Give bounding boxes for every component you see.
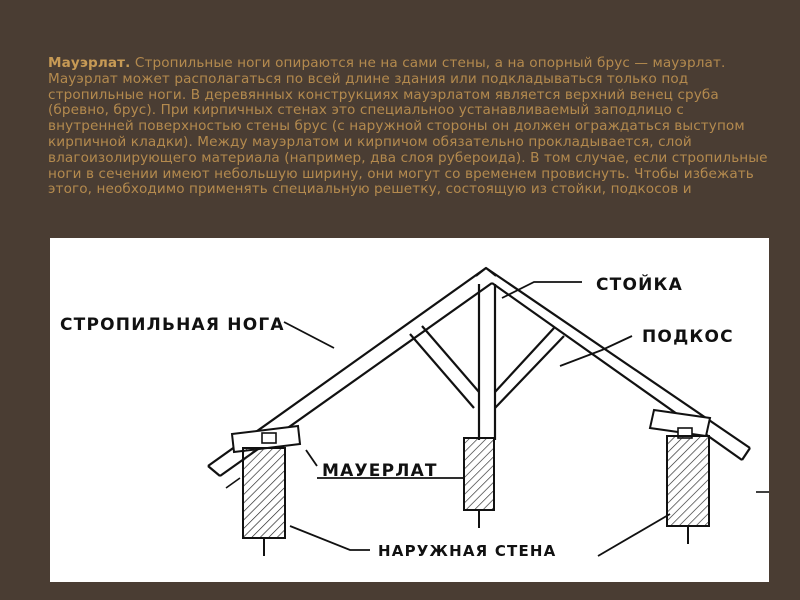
label-post: СТОЙКА <box>596 275 684 295</box>
label-rafter-leg: СТРОПИЛЬНАЯ НОГА <box>60 315 285 335</box>
left-brace <box>410 326 479 408</box>
label-outer-wall: НАРУЖНАЯ СТЕНА <box>378 542 557 560</box>
center-post <box>479 284 495 440</box>
leader-lines <box>284 282 670 556</box>
term-heading: Мауэрлат. <box>48 55 131 71</box>
right-brace <box>495 328 564 408</box>
roof-truss-diagram <box>50 238 769 582</box>
ground-line-left <box>226 478 240 488</box>
left-wall <box>243 448 285 556</box>
label-brace: ПОДКОС <box>642 327 734 347</box>
term-description: Стропильные ноги опираются не на сами стены, а на опорный брус — мауэрлат. Мауэрлат может располагаться по всей длине здания или подкладываться только под стропильные ноги. В деревянных конструкциях мауэрлатом является верхний венец сруба (бревно, брус). При кирпичных стенах это специальноо устанавливаемый заподлицо с внутренней поверхностью стены брус (с наружной стороны он должен ограждаться выступом кирпичной кладки). Между мауэрлатом и кирпичом обязательно прокладывается, слой влагоизолирующего материала (например, два слоя рубероида). В том случае, если стропильные ноги в сечении имеют небольшую ширину, они могут со временем провиснуть. Чтобы избежать этого, необходимо применять специальную решетку, состоящую из стойки, подкосов и <box>48 55 768 198</box>
slide-body-text <box>48 56 770 198</box>
label-mauerlat: МАУЕРЛАТ <box>322 461 438 481</box>
center-support <box>464 438 494 528</box>
right-wall <box>667 436 709 544</box>
truss-drawing <box>50 238 769 582</box>
right-rafter <box>486 268 750 460</box>
